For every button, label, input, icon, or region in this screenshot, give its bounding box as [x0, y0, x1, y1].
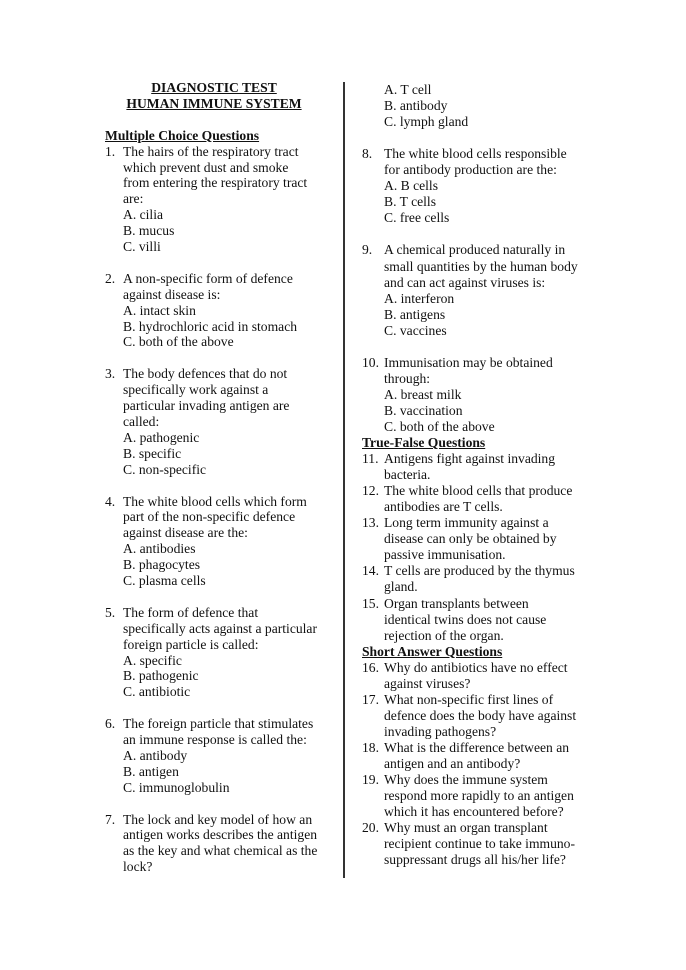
question-number: 11.	[362, 451, 379, 467]
question-number: 20.	[362, 820, 379, 836]
question-text-line: against disease are the:	[123, 525, 248, 541]
question-text-line: The foreign particle that stimulates	[123, 716, 314, 732]
question-number: 14.	[362, 563, 379, 579]
question-body	[362, 515, 622, 563]
question-body	[105, 494, 330, 589]
answer-option: A. B cells	[384, 178, 438, 194]
answer-option: C. plasma cells	[123, 573, 206, 589]
question	[105, 366, 330, 477]
question	[362, 660, 622, 692]
question	[362, 563, 622, 595]
question-number: 16.	[362, 659, 379, 675]
question-text-line: The white blood cells responsible	[384, 146, 567, 162]
question-body	[362, 772, 622, 820]
question-text-line: part of the non-specific defence	[123, 509, 296, 525]
question-number: 2.	[105, 270, 116, 286]
answer-option: A. breast milk	[384, 386, 462, 402]
question	[362, 515, 622, 563]
answer-option: B. T cells	[384, 194, 436, 210]
answer-option: A. interferon	[384, 290, 455, 306]
question-list	[362, 660, 622, 869]
answer-option: C. lymph gland	[384, 114, 469, 130]
question-text-line: Why do antibiotics have no effect	[384, 659, 568, 675]
answer-option: B. pathogenic	[123, 668, 199, 684]
question	[362, 692, 622, 740]
question	[362, 483, 622, 515]
answer-option: C. antibiotic	[123, 684, 191, 700]
question-body	[362, 660, 622, 692]
question	[362, 146, 622, 226]
question-text-line: from entering the respiratory tract	[123, 175, 308, 191]
question-body	[105, 366, 330, 477]
question-text-line: Why must an organ transplant	[384, 820, 548, 836]
answer-option: B. antigen	[123, 763, 179, 779]
question	[362, 355, 622, 435]
question-text-line: against viruses?	[384, 675, 471, 691]
question-text-line: The hairs of the respiratory tract	[123, 143, 299, 159]
question-body	[362, 355, 622, 435]
answer-option: B. antigens	[384, 306, 446, 322]
question-text-line: are:	[123, 191, 144, 207]
question-number: 13.	[362, 515, 379, 531]
question-text-line: gland.	[384, 579, 418, 595]
question	[362, 82, 622, 130]
section-heading-true-false: True-False Questions	[362, 435, 486, 451]
answer-option: B. phagocytes	[123, 557, 201, 573]
question-text-line: T cells are produced by the thymus	[384, 563, 575, 579]
question-text-line: Long term immunity against a	[384, 515, 549, 531]
spacer	[362, 130, 622, 146]
spacer	[105, 478, 330, 494]
answer-option: C. vaccines	[384, 322, 447, 338]
question-number: 1.	[105, 143, 116, 159]
column-divider	[343, 82, 345, 878]
spacer	[105, 112, 330, 128]
question-text-line: The lock and key model of how an	[123, 811, 313, 827]
answer-option: C. both of the above	[384, 418, 495, 434]
question-text-line: The body defences that do not	[123, 366, 288, 382]
question-number: 17.	[362, 691, 379, 707]
spacer	[105, 796, 330, 812]
question-body	[362, 483, 622, 515]
question	[362, 451, 622, 483]
section-heading-mcq: Multiple Choice Questions	[105, 127, 260, 143]
question-number: 4.	[105, 493, 116, 509]
question-number: 3.	[105, 366, 116, 382]
question-body	[362, 820, 622, 868]
spacer	[105, 875, 330, 891]
question-7-continued	[362, 82, 622, 146]
question-number: 12.	[362, 483, 379, 499]
question-text-line: The form of defence that	[123, 604, 259, 620]
spacer	[362, 339, 622, 355]
question-text-line: which it has encountered before?	[384, 804, 564, 820]
question-body	[105, 271, 330, 351]
question-text-line: an immune response is called the:	[123, 732, 307, 748]
question-body	[362, 563, 622, 595]
answer-option: C. free cells	[384, 210, 450, 226]
answer-option: A. intact skin	[123, 302, 196, 318]
question-text-line: defence does the body have against	[384, 707, 577, 723]
question-text-line: invading pathogens?	[384, 723, 497, 739]
answer-option: B. antibody	[384, 98, 448, 114]
answer-option: B. hydrochloric acid in stomach	[123, 318, 298, 334]
section-heading-short-answer: Short Answer Questions	[362, 643, 503, 659]
question-text-line: Immunisation may be obtained	[384, 354, 553, 370]
question	[362, 242, 622, 338]
question-text-line: suppressant drugs all his/her life?	[384, 852, 566, 868]
question-body	[105, 605, 330, 700]
question-number: 10.	[362, 354, 379, 370]
question-body	[105, 812, 330, 876]
question-list	[362, 451, 622, 644]
answer-option: C. villi	[123, 239, 161, 255]
question-list	[105, 144, 330, 891]
question-text-line: for antibody production are the:	[384, 162, 557, 178]
answer-option: A. specific	[123, 652, 182, 668]
question-text-line: against disease is:	[123, 286, 221, 302]
question-text-line: What is the difference between an	[384, 739, 570, 755]
question-text-line: antigen works describes the antigen	[123, 827, 318, 843]
answer-option: B. vaccination	[384, 402, 463, 418]
question-text-line: which prevent dust and smoke	[123, 159, 289, 175]
answer-option: A. T cell	[384, 82, 432, 97]
question-number: 7.	[105, 811, 116, 827]
spacer	[105, 350, 330, 366]
spacer	[105, 589, 330, 605]
question-text-line: identical twins does not cause	[384, 611, 547, 627]
answer-option: A. pathogenic	[123, 429, 200, 445]
answer-option: B. specific	[123, 445, 182, 461]
question-text-line: through:	[384, 370, 431, 386]
question	[362, 772, 622, 820]
question-text-line: called:	[123, 413, 160, 429]
question-number: 19.	[362, 772, 379, 788]
question-text-line: Antigens fight against invading	[384, 451, 556, 467]
question-text-line: antigen and an antibody?	[384, 755, 521, 771]
question-text-line: disease can only be obtained by	[384, 531, 557, 547]
question-text-line: specifically work against a	[123, 382, 269, 398]
question-text-line: The white blood cells that produce	[384, 483, 573, 499]
answer-option: C. non-specific	[123, 461, 207, 477]
question-text-line: bacteria.	[384, 467, 431, 483]
question-number: 9.	[362, 242, 373, 258]
answer-option: A. antibody	[123, 747, 188, 763]
question-text-line: particular invading antigen are	[123, 398, 290, 414]
question-text-line: passive immunisation.	[384, 547, 506, 563]
right-column	[362, 82, 622, 868]
question-text-line: Why does the immune system	[384, 772, 548, 788]
question-number: 15.	[362, 595, 379, 611]
test-title-line-1: DIAGNOSTIC TEST	[151, 80, 277, 95]
question-body	[362, 242, 622, 338]
question-body	[362, 451, 622, 483]
question-text-line: and can act against viruses is:	[384, 274, 546, 290]
spacer	[362, 226, 622, 242]
question-text-line: The white blood cells which form	[123, 493, 307, 509]
question	[105, 716, 330, 796]
question-body	[105, 144, 330, 255]
question	[105, 271, 330, 351]
question	[105, 605, 330, 700]
spacer	[105, 255, 330, 271]
question	[362, 740, 622, 772]
question-text-line: lock?	[123, 859, 153, 875]
question	[362, 596, 622, 644]
answer-option: C. both of the above	[123, 334, 234, 350]
answer-option: A. antibodies	[123, 541, 196, 557]
question-body	[362, 82, 622, 130]
test-title-line-2: HUMAN IMMUNE SYSTEM	[126, 95, 302, 111]
question-text-line: respond more rapidly to an antigen	[384, 788, 574, 804]
question-list	[362, 146, 622, 435]
question-number: 6.	[105, 716, 116, 732]
question-text-line: small quantities by the human body	[384, 258, 578, 274]
question-text-line: antibodies are T cells.	[384, 499, 503, 515]
left-column	[105, 80, 330, 891]
answer-option: B. mucus	[123, 223, 175, 239]
answer-option: C. immunoglobulin	[123, 779, 230, 795]
question-text-line: foreign particle is called:	[123, 636, 259, 652]
question-text-line: rejection of the organ.	[384, 627, 504, 643]
question-text-line: specifically acts against a particular	[123, 620, 317, 636]
question-body	[362, 146, 622, 226]
question-number: 18.	[362, 739, 379, 755]
question-text-line: A non-specific form of defence	[123, 270, 293, 286]
question-text-line: as the key and what chemical as the	[123, 843, 318, 859]
question-body	[362, 596, 622, 644]
question	[105, 494, 330, 589]
answer-option: A. cilia	[123, 207, 164, 223]
question-text-line: A chemical produced naturally in	[384, 242, 566, 258]
question	[105, 144, 330, 255]
question-text-line: recipient continue to take immuno-	[384, 836, 576, 852]
question-number: 8.	[362, 146, 373, 162]
question-text-line: What non-specific first lines of	[384, 691, 554, 707]
question-number: 5.	[105, 604, 116, 620]
question-body	[362, 692, 622, 740]
question-body	[362, 740, 622, 772]
question	[362, 820, 622, 868]
question-body	[105, 716, 330, 796]
question	[105, 812, 330, 876]
spacer	[105, 700, 330, 716]
question-text-line: Organ transplants between	[384, 595, 529, 611]
